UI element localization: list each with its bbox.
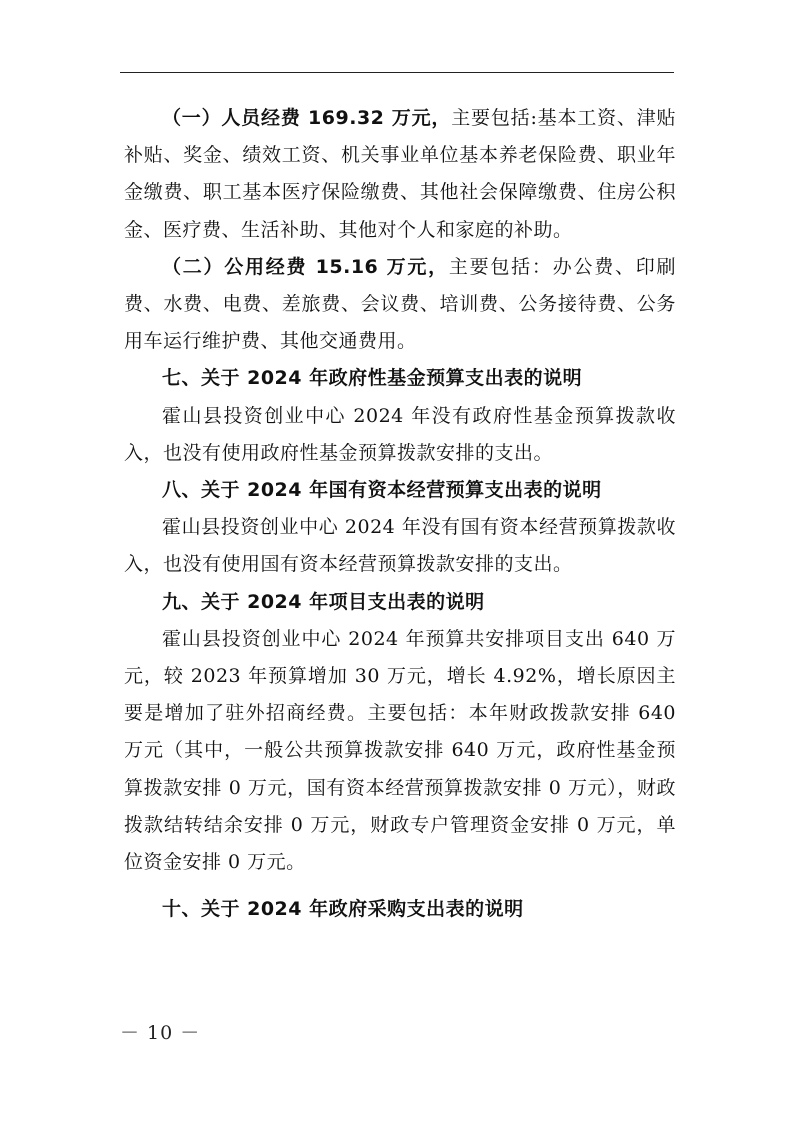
section-heading-8: 八、关于 2024 年国有资本经营预算支出表的说明 xyxy=(162,479,602,502)
paragraph-project-expenditure xyxy=(124,621,676,881)
spacer xyxy=(124,881,676,891)
paragraph-government-fund xyxy=(124,398,676,472)
paragraph-public-expenses xyxy=(124,249,676,361)
section-heading-10: 十、关于 2024 年政府采购支出表的说明 xyxy=(162,898,524,921)
paragraph-text: 霍山县投资创业中心 2024 年没有国有资本经营预算拨款收入，也没有使用国有资本经营预算拨款安排的支出。 xyxy=(124,516,676,576)
paragraph-personnel-expenses xyxy=(124,100,676,249)
page-number: － 10 － xyxy=(120,1022,201,1044)
paragraph-lead: （二）公用经费 15.16 万元， xyxy=(162,255,449,278)
paragraph-text: 霍山县投资创业中心 2024 年没有政府性基金预算拨款收入，也没有使用政府性基金预算拨款安排的支出。 xyxy=(124,404,676,464)
paragraph-text: 主要包括：办公费、印刷费、水费、电费、差旅费、会议费、培训费、公务接待费、公务用车运行维护费、其他交通费用。 xyxy=(124,255,676,353)
paragraph-text: 主要包括:基本工资、津贴补贴、奖金、绩效工资、机关事业单位基本养老保险费、职业年金缴费、职工基本医疗保险缴费、其他社会保障缴费、住房公积金、医疗费、生活补助、其他对个人和家庭的补助。 xyxy=(124,107,676,241)
section-heading-7: 七、关于 2024 年政府性基金预算支出表的说明 xyxy=(162,367,583,390)
paragraph-state-capital xyxy=(124,509,676,583)
document-body xyxy=(124,100,676,928)
paragraph-text: 霍山县投资创业中心 2024 年预算共安排项目支出 640 万元，较 2023 年预算增加 30 万元，增长 4.92%，增长原因主要是增加了驻外招商经费。主要包括：本年财政拨款安排 640 万元（其中，一般公共预算拨款安排 640 万元，政府性基金预算拨款安排 0 万元，国有资本经营预算拨款安排 0 万元），财政拨款结转结余安排 0 万元，财政专户管理资金安排 0 万元，单位资金安排 0 万元。 xyxy=(124,627,676,874)
paragraph-lead: （一）人员经费 169.32 万元， xyxy=(162,107,452,129)
header-rule xyxy=(120,72,674,73)
section-heading-9: 九、关于 2024 年项目支出表的说明 xyxy=(162,590,485,613)
